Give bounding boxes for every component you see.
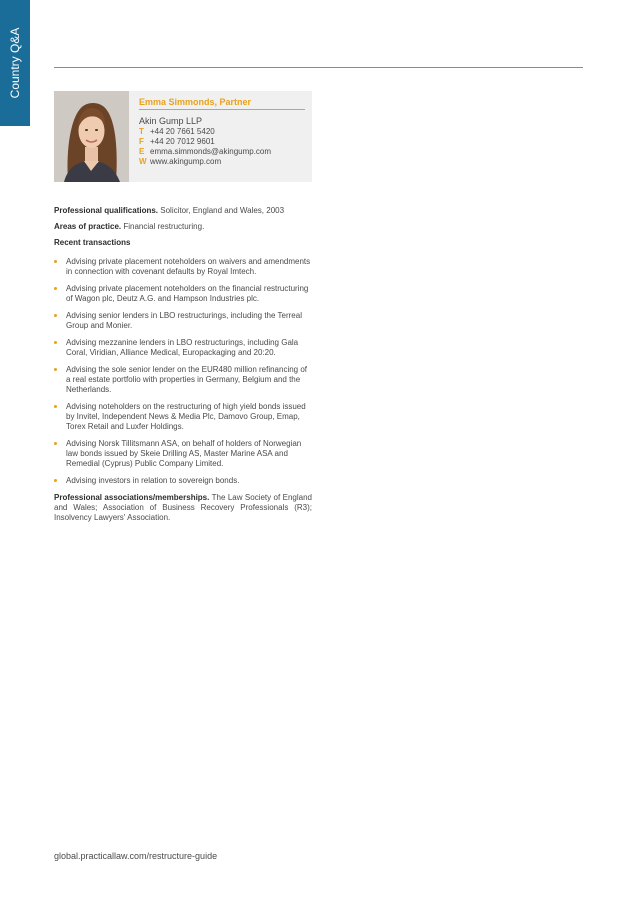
contact-label: E [139, 147, 145, 156]
list-item-text: Advising private placement noteholders on waivers and amendments in connection with covenant defaults by Royal Imtech. [66, 256, 311, 276]
list-item-text: Advising noteholders on the restructuring of high yield bonds issued by Invitel, Independent News & Media Plc, Damovo Group, Emap, Torex Retail and Luxfer Holdings. [66, 401, 306, 432]
header-divider [54, 67, 583, 68]
contact-phone [139, 127, 305, 137]
contact-website [139, 157, 305, 167]
transactions-heading: Recent transactions [54, 238, 131, 248]
memberships-text: The Law Society of England and Wales; Association of Business Recovery Professionals (R3); Insolvency Lawyers' Association. [54, 493, 312, 523]
footer-url[interactable]: global.practicallaw.com/restructure-guide [54, 851, 218, 861]
website-link[interactable]: www.akingump.com [150, 157, 222, 166]
portrait-image [54, 91, 129, 182]
email-link[interactable]: emma.simmonds@akingump.com [150, 147, 272, 156]
bullet-icon [54, 260, 57, 263]
list-item-text: Advising mezzanine lenders in LBO restructurings, including Gala Coral, Viridian, Alliance Medical, Europackaging and 20:20. [66, 337, 299, 357]
list-item-text: Advising Norsk Tillitsmann ASA, on behalf of holders of Norwegian law bonds issued by Skeie Drilling AS, Master Marine ASA and Remedial (Cyprus) Public Company Limited. [66, 439, 302, 469]
list-item-text: Advising the sole senior lender on the EUR480 million refinancing of a real estate portfolio with properties in Germany, Belgium and the Netherlands. [66, 364, 308, 395]
practice-heading: Areas of practice. [54, 222, 122, 232]
qualifications-text: Solicitor, England and Wales, 2003 [158, 206, 285, 215]
practice-paragraph [54, 222, 312, 232]
list-item-text: Advising senior lenders in LBO restructurings, including the Terreal Group and Monier. [66, 310, 302, 330]
bullet-icon [54, 287, 57, 290]
list-item [54, 257, 312, 277]
list-item [54, 284, 312, 304]
bullet-icon [54, 479, 57, 482]
section-tab [0, 0, 30, 126]
list-item [54, 311, 312, 331]
bullet-icon [54, 341, 57, 344]
memberships-heading: Professional associations/memberships. [54, 493, 210, 503]
list-item-text: Advising private placement noteholders on the financial restructuring of Wagon plc, Deutz A.G. and Hampson Industries plc. [66, 283, 309, 303]
profile-details [54, 206, 312, 530]
transactions-list [54, 257, 312, 487]
practice-text: Financial restructuring. [121, 222, 205, 232]
list-item [54, 402, 312, 433]
profile-firm: Akin Gump LLP [139, 116, 203, 126]
list-item-text: Advising investors in relation to sovereign bonds. [66, 476, 240, 486]
contact-value: +44 20 7012 9601 [150, 137, 215, 146]
contact-email [139, 147, 305, 157]
bullet-icon [54, 314, 57, 317]
list-item [54, 365, 312, 396]
contact-label: T [139, 127, 144, 136]
qualifications-paragraph [54, 206, 312, 216]
profile-photo [54, 91, 129, 182]
contact-label: W [139, 157, 147, 166]
contact-value: +44 20 7661 5420 [150, 127, 215, 136]
qualifications-heading: Professional qualifications. [54, 206, 159, 215]
profile-card [54, 91, 312, 182]
list-item [54, 439, 312, 470]
list-item [54, 476, 312, 486]
bullet-icon [54, 368, 57, 371]
profile-info [139, 97, 305, 167]
contact-label: F [139, 137, 144, 146]
bullet-icon [54, 442, 57, 445]
profile-name: Emma Simmonds, Partner [139, 97, 305, 110]
bullet-icon [54, 405, 57, 408]
memberships-paragraph [54, 493, 312, 524]
section-tab-label: Country Q&A [8, 27, 22, 99]
contact-fax [139, 137, 305, 147]
list-item [54, 338, 312, 358]
